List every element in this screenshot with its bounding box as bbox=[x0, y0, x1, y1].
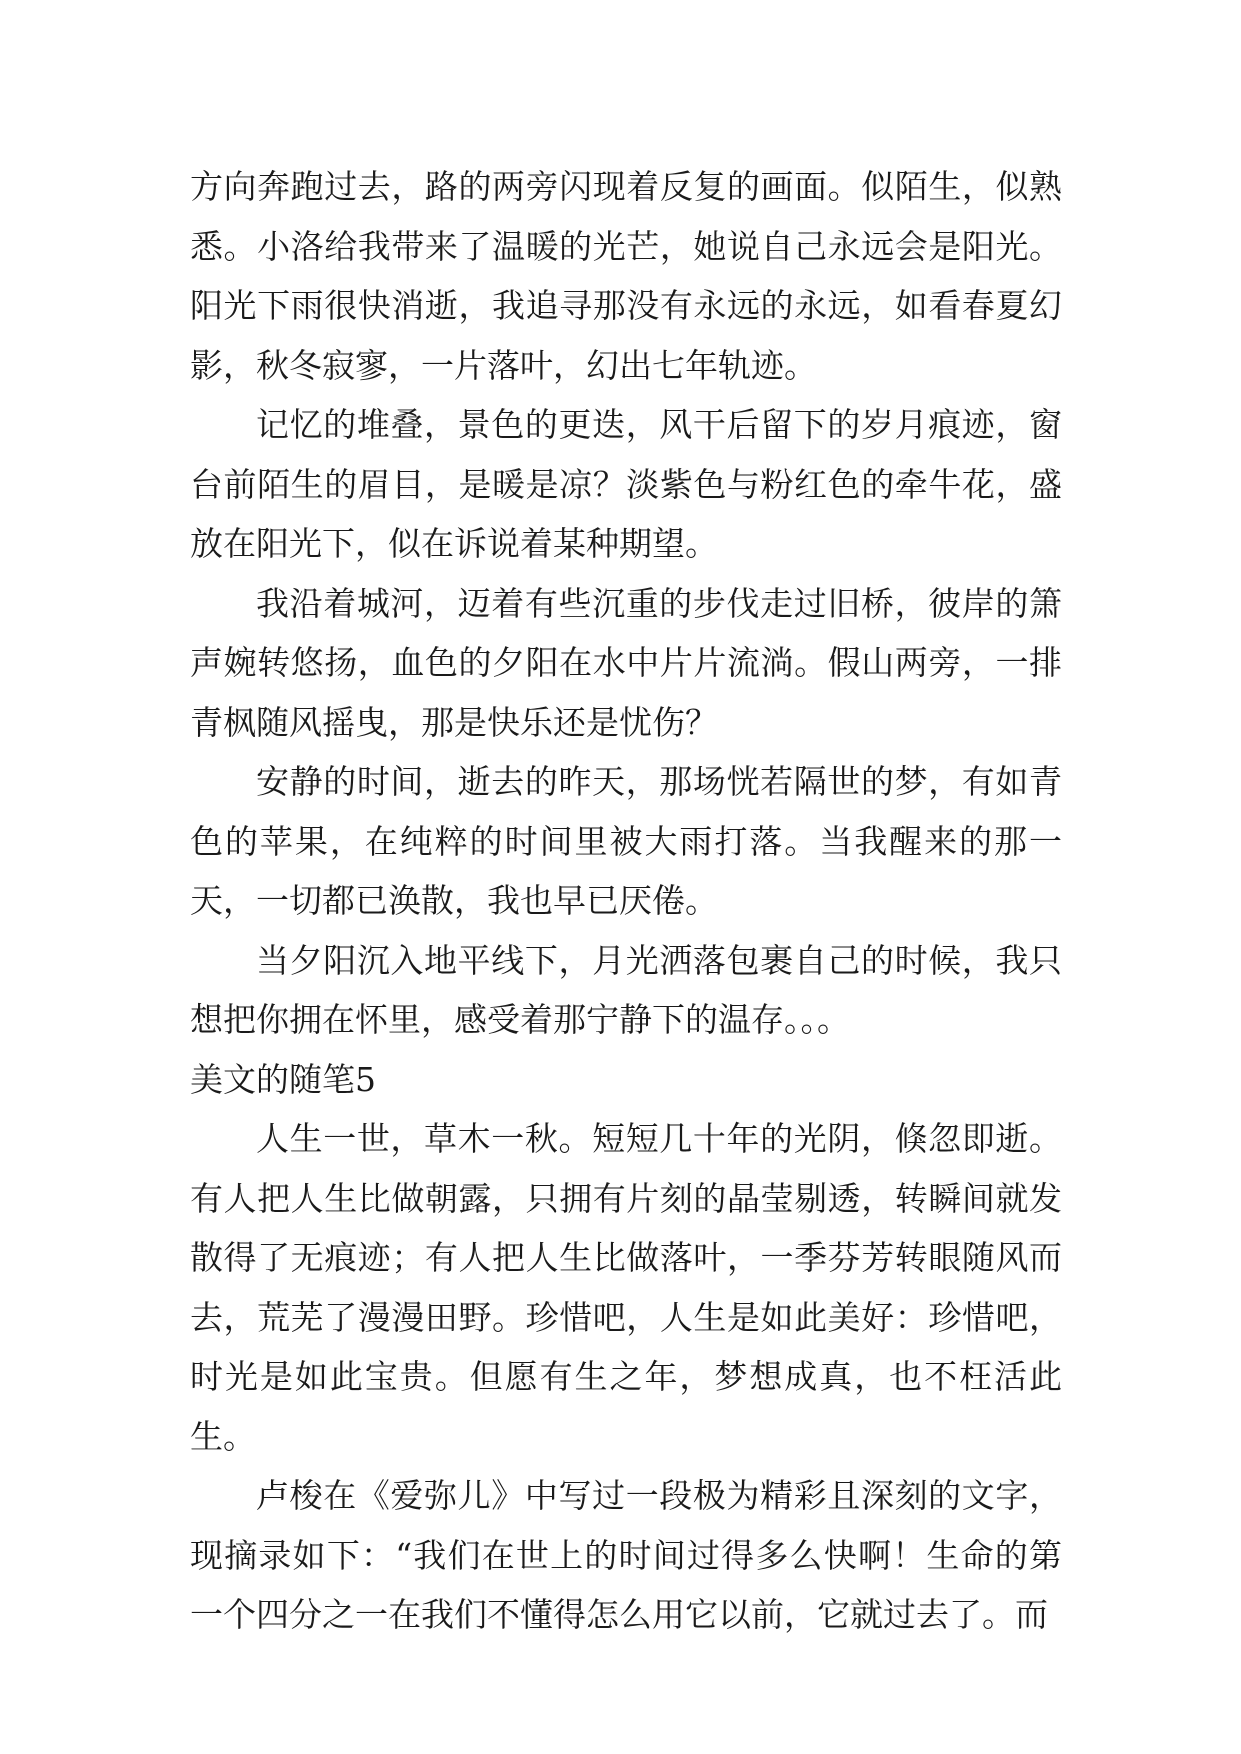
paragraph: 我沿着城河，迈着有些沉重的步伐走过旧桥，彼岸的箫声婉转悠扬，血色的夕阳在水中片片流淌。假山两旁，一排青枫随风摇曳，那是快乐还是忧伤？ bbox=[190, 583, 1062, 742]
paragraph: 记忆的堆叠，景色的更迭，风干后留下的岁月痕迹，窗台前陌生的眉目，是暖是凉？淡紫色与粉红色的牵牛花，盛放在阳光下，似在诉说着某种期望。 bbox=[190, 405, 1062, 563]
section-title: 美文的随笔5 bbox=[190, 1059, 376, 1099]
paragraph: 人生一世，草木一秋。短短几十年的光阴，倏忽即逝。有人把人生比做朝露，只拥有片刻的晶莹剔透，转瞬间就发散得了无痕迹；有人把人生比做落叶，一季芬芳转眼随风而去，荒芜了漫漫田野。珍惜吧，人生是如此美好：珍惜吧，时光是如此宝贵。但愿有生之年，梦想成真，也不枉活此生。 bbox=[190, 1119, 1062, 1456]
paragraph: 当夕阳沉入地平线下，月光洒落包裹自己的时候，我只想把你拥在怀里，感受着那宁静下的温存。。。 bbox=[190, 940, 1062, 1039]
document-body bbox=[190, 157, 1062, 1645]
paragraph: 卢梭在《爱弥儿》中写过一段极为精彩且深刻的文字，现摘录如下：“我们在世上的时间过得多么快啊！生命的第一个四分之一在我们不懂得怎么用它以前，它就过去了。而 bbox=[190, 1476, 1062, 1634]
paragraph: 安静的时间，逝去的昨天，那场恍若隔世的梦，有如青色的苹果，在纯粹的时间里被大雨打落。当我醒来的那一天，一切都已涣散，我也早已厌倦。 bbox=[190, 762, 1062, 920]
paragraph-continuation: 方向奔跑过去，路的两旁闪现着反复的画面。似陌生，似熟悉。小洛给我带来了温暖的光芒，她说自己永远会是阳光。阳光下雨很快消逝，我追寻那没有永远的永远，如看春夏幻影，秋冬寂寥，一片落叶，幻出七年轨迹。 bbox=[190, 167, 1062, 385]
